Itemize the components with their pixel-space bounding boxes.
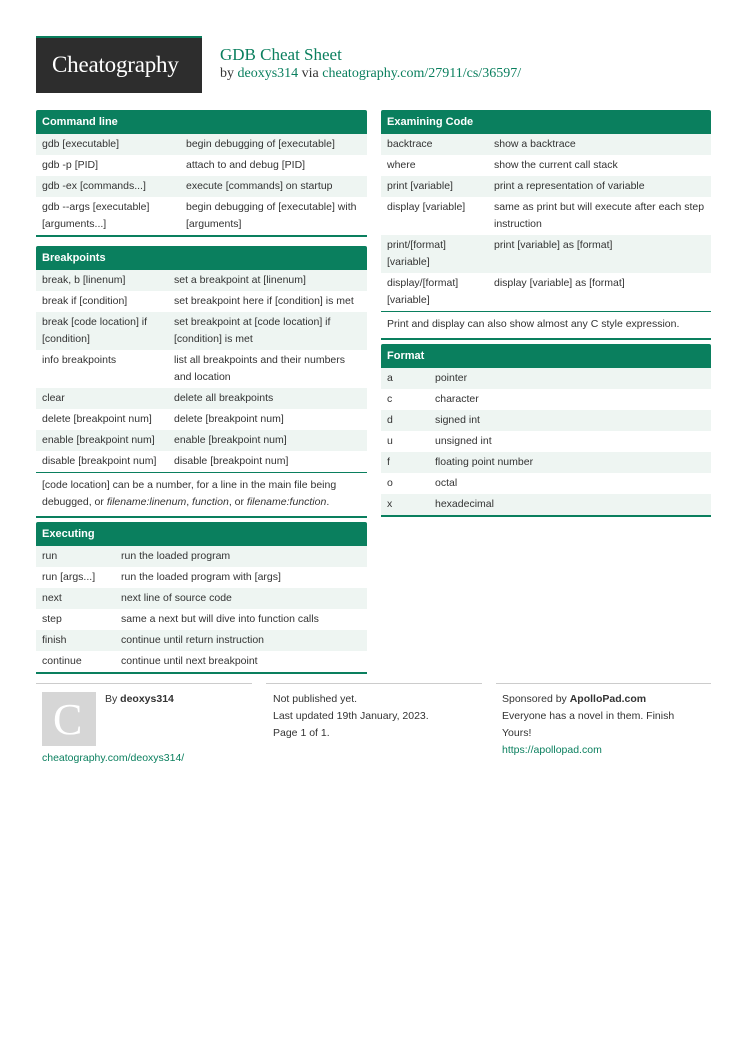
byline-via: via [298, 66, 323, 81]
table-row [36, 451, 367, 472]
avatar[interactable] [42, 692, 96, 746]
table-row [36, 155, 367, 176]
section-examining-code [381, 110, 711, 340]
description-cell: hexadecimal [429, 494, 711, 515]
breakpoints-table [36, 270, 367, 472]
description-cell: begin debugging of [executable] with [arguments] [186, 201, 357, 230]
command-cell: display/[format] [variable] [387, 277, 459, 306]
note-italic: function [192, 496, 229, 508]
table-row [36, 651, 367, 672]
command-cell: break if [condition] [42, 295, 128, 307]
command-cell: gdb -p [PID] [42, 159, 99, 171]
command-cell: a [381, 368, 429, 389]
table-row [36, 197, 367, 235]
table-row [36, 388, 367, 409]
sheet-url-link[interactable]: cheatography.com/27911/cs/36597/ [322, 66, 522, 81]
command-cell: clear [36, 388, 168, 409]
note-text: [code location] can be a number, for a line in the main file being debugged, or [42, 479, 337, 508]
description-cell: pointer [429, 368, 711, 389]
note-text: , or [228, 496, 247, 508]
footer-author [36, 683, 252, 773]
table-row [381, 431, 711, 452]
description-cell: attach to and debug [PID] [186, 159, 306, 171]
table-row [381, 452, 711, 473]
description-cell: character [435, 393, 479, 405]
section-breakpoints [36, 246, 367, 518]
table-row [381, 197, 711, 235]
table-row [36, 291, 367, 312]
last-updated: Last updated 19th January, 2023. [273, 710, 429, 722]
sheet-title: GDB Cheat Sheet [220, 45, 342, 64]
sponsor-tagline: Everyone has a novel in them. Finish Yours! [502, 710, 675, 739]
note-text: . [326, 496, 330, 508]
command-cell: print [variable] [381, 176, 488, 197]
table-row [381, 473, 711, 494]
table-row [36, 409, 367, 430]
command-cell: display [variable] [387, 201, 466, 213]
command-cell: d [381, 410, 429, 431]
table-row [36, 567, 367, 588]
publish-status: Not published yet. [273, 693, 358, 705]
logo-text: Cheatography [52, 52, 179, 77]
footer-author-url[interactable]: cheatography.com/deoxys314/ [42, 752, 185, 764]
command-cell: disable [breakpoint num] [42, 455, 157, 467]
command-cell: o [387, 477, 393, 489]
executing-table [36, 546, 367, 672]
description-cell: continue until return instruction [115, 630, 367, 651]
description-cell: show a backtrace [488, 134, 711, 155]
author-link[interactable]: deoxys314 [237, 66, 299, 81]
description-cell: print a representation of variable [488, 176, 711, 197]
description-cell: print [variable] as [format] [488, 235, 711, 273]
breakpoints-note [36, 472, 367, 516]
section-title: Command line [36, 110, 367, 134]
sheet-byline [220, 66, 521, 82]
avatar-letter: C [53, 695, 83, 744]
description-cell: same a next but will dive into function calls [121, 613, 319, 625]
command-cell: run [args...] [42, 571, 96, 583]
table-row [381, 389, 711, 410]
footer-author-name[interactable]: deoxys314 [120, 693, 174, 705]
table-row [36, 546, 367, 567]
sponsored-by [502, 691, 646, 708]
table-row [36, 312, 367, 350]
footer-sponsor [496, 683, 711, 773]
examining-table [381, 134, 711, 311]
table-row [36, 609, 367, 630]
command-line-table [36, 134, 367, 235]
command-cell: print/[format] [variable] [381, 235, 488, 273]
description-cell: signed int [429, 410, 711, 431]
note-italic: filename:function [246, 496, 327, 508]
section-format [381, 344, 711, 517]
page-count: Page 1 of 1. [273, 727, 330, 739]
description-cell: disable [breakpoint num] [174, 455, 289, 467]
table-row [381, 410, 711, 431]
command-cell: finish [36, 630, 115, 651]
section-title: Format [381, 344, 711, 368]
command-cell: gdb --args [executable] [arguments...] [42, 201, 150, 230]
table-row [381, 176, 711, 197]
description-cell: unsigned int [435, 435, 492, 447]
sponsor-name[interactable]: ApolloPad.com [569, 693, 647, 705]
table-row [36, 270, 367, 291]
command-cell: step [42, 613, 62, 625]
table-row [381, 235, 711, 273]
sponsored-label: Sponsored by [502, 693, 570, 705]
footer-status [266, 683, 482, 773]
command-cell: run [36, 546, 115, 567]
description-cell: set breakpoint here if [condition] is met [174, 295, 354, 307]
description-cell: delete all breakpoints [168, 388, 367, 409]
section-command-line [36, 110, 367, 237]
page-footer [36, 683, 711, 773]
footer-by-label: By [105, 693, 121, 705]
command-cell: break, b [linenum] [36, 270, 168, 291]
table-row [381, 494, 711, 515]
description-cell: floating point number [429, 452, 711, 473]
table-row [381, 134, 711, 155]
description-cell: begin debugging of [executable] [180, 134, 367, 155]
section-title: Breakpoints [36, 246, 367, 270]
description-cell: set breakpoint at [code location] if [condition] is met [168, 312, 367, 350]
table-row [381, 368, 711, 389]
description-cell: list all breakpoints and their numbers and location [174, 354, 346, 383]
command-cell: backtrace [381, 134, 488, 155]
byline-prefix: by [220, 66, 238, 81]
table-row [381, 273, 711, 311]
section-executing [36, 522, 367, 674]
page-header [36, 36, 711, 94]
table-row [36, 134, 367, 155]
command-cell: continue [42, 655, 82, 667]
command-cell: gdb -ex [commands...] [36, 176, 180, 197]
description-cell: execute [commands] on startup [180, 176, 367, 197]
section-title: Examining Code [381, 110, 711, 134]
cheatography-logo[interactable] [36, 36, 202, 93]
command-cell: delete [breakpoint num] [42, 413, 152, 425]
note-italic: filename:linenum [106, 496, 187, 508]
command-cell: c [387, 393, 393, 405]
section-title: Executing [36, 522, 367, 546]
examining-note: Print and display can also show almost any C style expression. [381, 311, 711, 338]
description-cell: same as print but will execute after each step instruction [494, 201, 705, 230]
table-row [36, 588, 367, 609]
description-cell: run the loaded program [115, 546, 367, 567]
description-cell: run the loaded program with [args] [121, 571, 281, 583]
command-cell: gdb [executable] [36, 134, 180, 155]
command-cell: next [36, 588, 115, 609]
description-cell: show the current call stack [494, 159, 618, 171]
sponsor-url[interactable]: https://apollopad.com [502, 744, 602, 756]
description-cell: octal [435, 477, 458, 489]
command-cell: where [387, 159, 416, 171]
command-cell: f [381, 452, 429, 473]
note-text: , [186, 496, 193, 508]
description-cell: continue until next breakpoint [121, 655, 258, 667]
table-row [36, 630, 367, 651]
footer-by [105, 691, 174, 708]
command-cell: x [381, 494, 429, 515]
command-cell: info breakpoints [42, 354, 117, 366]
table-row [381, 155, 711, 176]
format-table [381, 368, 711, 515]
description-cell: set a breakpoint at [linenum] [168, 270, 367, 291]
description-cell: delete [breakpoint num] [174, 413, 284, 425]
command-cell: break [code location] if [condition] [36, 312, 168, 350]
command-cell: u [387, 435, 393, 447]
table-row [36, 350, 367, 388]
description-cell: enable [breakpoint num] [168, 430, 367, 451]
table-row [36, 430, 367, 451]
table-row [36, 176, 367, 197]
description-cell: display [variable] as [format] [494, 277, 625, 289]
description-cell: next line of source code [115, 588, 367, 609]
command-cell: enable [breakpoint num] [36, 430, 168, 451]
